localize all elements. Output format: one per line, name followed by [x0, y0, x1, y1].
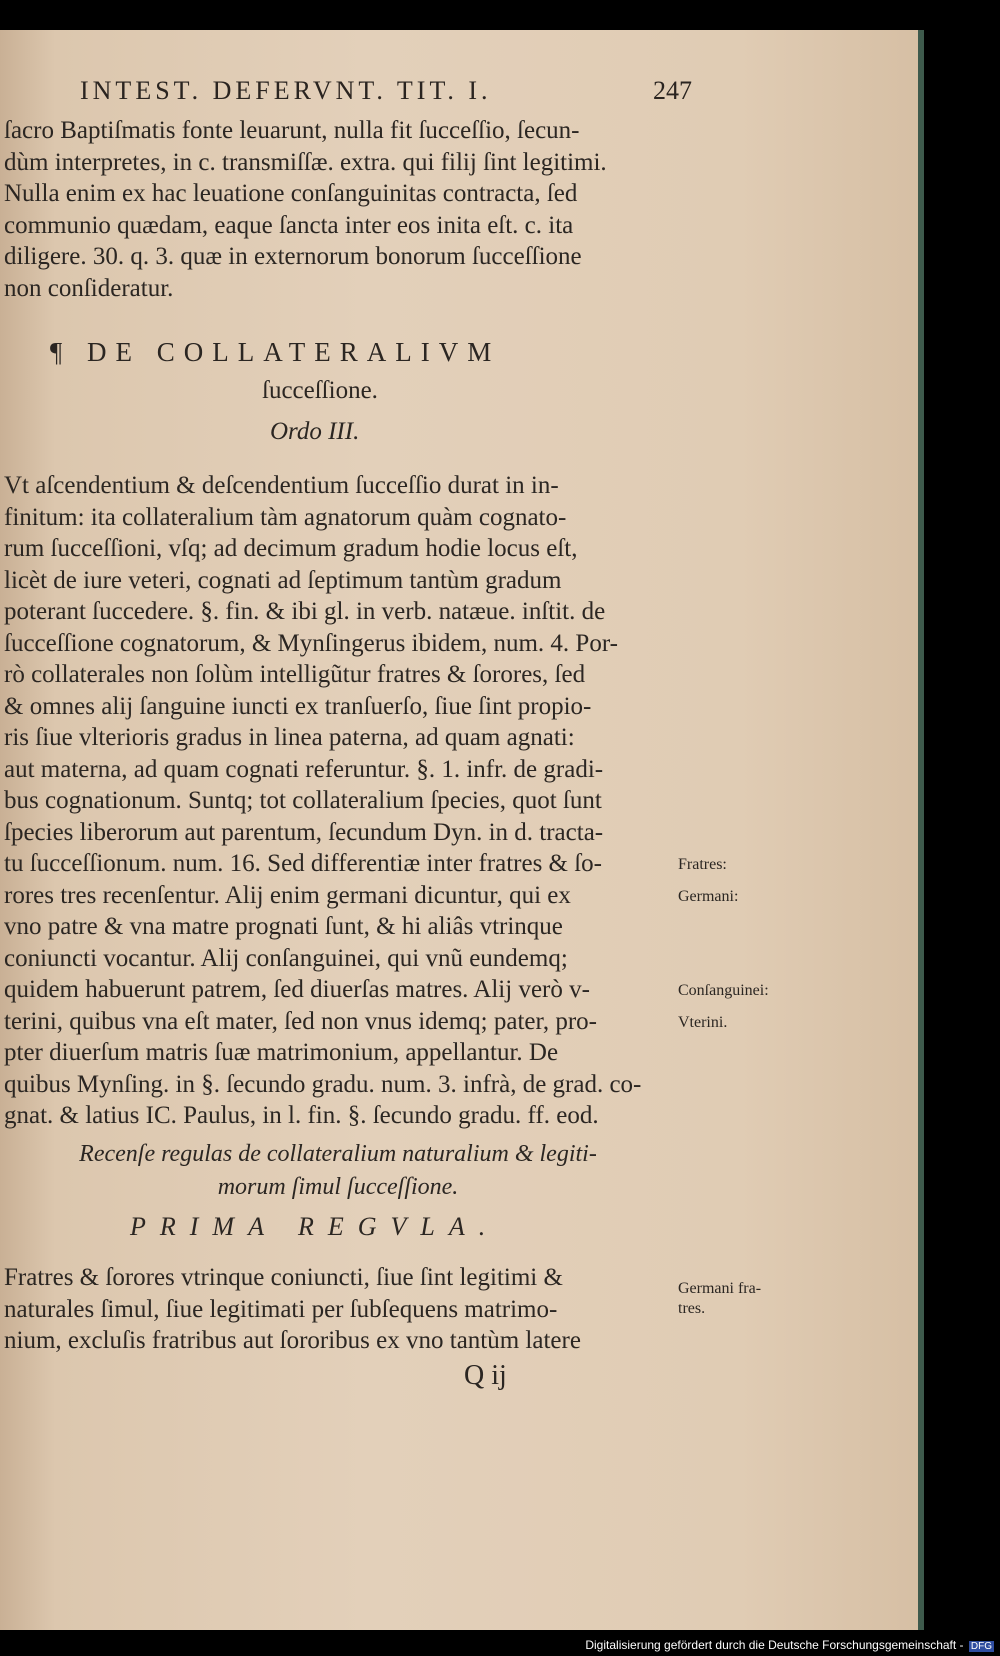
text-line: communio quædam, eaque ſancta inter eos inita eſt. c. ita [4, 211, 574, 239]
margin-note-consanguinei: Conſanguinei: [678, 982, 769, 999]
signature-mark: Q ij [464, 1360, 507, 1391]
text-line: ſucceſſione cognatorum, & Mynſingerus ibidem, num. 4. Por- [4, 629, 618, 657]
text-line: ris ſiue vlterioris gradus in linea paterna, ad quam agnati: [4, 724, 575, 751]
text-line: nium, excluſis fratribus aut ſororibus ex vno tantùm latere [4, 1327, 581, 1354]
margin-note-germani-fratres-cont: tres. [678, 1300, 706, 1317]
paragraph-2 [4, 470, 674, 1132]
text-line: non conſideratur. [4, 274, 174, 302]
text-line: quibus Mynſing. in §. ſecundo gradu. num. 3. infrà, de grad. co- [4, 1070, 642, 1098]
text-line: gnat. & latius IC. Paulus, in l. fin. §. ſecundo gradu. ff. eod. [4, 1102, 599, 1129]
text-line: Vt aſcendentium & deſcendentium ſucceſſio durat in in- [4, 472, 559, 499]
regula-heading: PRIMA REGVLA. [130, 1212, 500, 1241]
page-number: 247 [653, 76, 692, 105]
text-line: aut materna, ad quam cognati referuntur. §. 1. infr. de gradi- [4, 755, 604, 783]
text-line: rò collaterales non ſolùm intelligũtur fratres & ſorores, ſed [4, 661, 586, 688]
text-line: terini, quibus vna eſt mater, ſed non vnus idemq; pater, pro- [4, 1007, 597, 1035]
paragraph-1 [4, 115, 674, 304]
text-line: ſpecies liberorum aut parentum, ſecundum Dyn. in d. tracta- [4, 818, 604, 846]
text-line: licèt de iure veteri, cognati ad ſeptimum tantùm gradum [4, 566, 562, 594]
margin-note-germani-fratres: Germani fra- [678, 1280, 762, 1297]
text-line: pter diuerſum matris ſuæ matrimonium, appellantur. De [4, 1039, 559, 1066]
text-line: tu ſucceſſionum. num. 16. Sed differentiæ inter fratres & ſo- [4, 850, 603, 877]
section-heading: ¶ DE COLLATERALIVM [50, 337, 501, 367]
text-line: coniuncti vocantur. Alij conſanguinei, qui vnũ eundemq; [4, 944, 568, 972]
text-line: vno patre & vna matre prognati ſunt, & hi aliâs vtrinque [4, 913, 563, 940]
credit-text: Digitalisierung gefördert durch die Deutsche Forschungsgemeinschaft - [585, 1638, 964, 1652]
recense-line-1: Recenſe regulas de collateralium naturalium & legiti- [79, 1141, 597, 1167]
text-line: diligere. 30. q. 3. quæ in externorum bonorum ſucceſſione [4, 243, 582, 270]
dfg-logo: DFG [970, 1641, 992, 1652]
text-line: Fratres & ſorores vtrinque coniuncti, ſiue ſint legitimi & [4, 1264, 563, 1291]
text-line: & omnes alij ſanguine iuncti ex tranſuerſo, ſiue ſint propio- [4, 692, 592, 720]
margin-note-fratres: Fratres: [678, 856, 727, 873]
text-line: naturales ſimul, ſiue legitimati per ſubſequens matrimo- [4, 1295, 558, 1323]
text-line: poterant ſuccedere. §. fin. & ibi gl. in verb. natæue. inſtit. de [4, 598, 606, 625]
text-line: Nulla enim ex hac leuatione conſanguinitas contracta, ſed [4, 180, 578, 207]
text-line: bus cognationum. Suntq; tot collateralium ſpecies, quot ſunt [4, 787, 602, 814]
margin-note-germani: Germani: [678, 888, 739, 905]
margin-note-uterini: Vterini. [678, 1014, 728, 1031]
text-line: rum ſucceſſioni, vſq; ad decimum gradum hodie locus eſt, [4, 535, 578, 562]
text-line: rores tres recenſentur. Alij enim germani dicuntur, qui ex [4, 881, 571, 909]
recense-heading [28, 1138, 648, 1204]
section-heading-continued: ſucceſſione. [262, 377, 378, 404]
text-line: finitum: ita collateralium tàm agnatorum quàm cognato- [4, 503, 567, 531]
paragraph-3 [4, 1262, 674, 1357]
running-head-title: INTEST. DEFERVNT. TIT. I. [80, 76, 492, 105]
ordo-heading: Ordo III. [270, 418, 360, 445]
text-line: ſacro Baptiſmatis fonte leuarunt, nulla fit ſucceſſio, ſecun- [4, 117, 580, 144]
digitization-credit [585, 1638, 994, 1652]
recense-line-2: morum ſimul ſucceſſione. [217, 1174, 459, 1200]
text-line: quidem habuerunt patrem, ſed diuerſas matres. Alij verò v- [4, 976, 590, 1003]
page-edge [918, 30, 924, 1630]
text-line: dùm interpretes, in c. transmiſſæ. extra. qui filij ſint legitimi. [4, 148, 607, 176]
